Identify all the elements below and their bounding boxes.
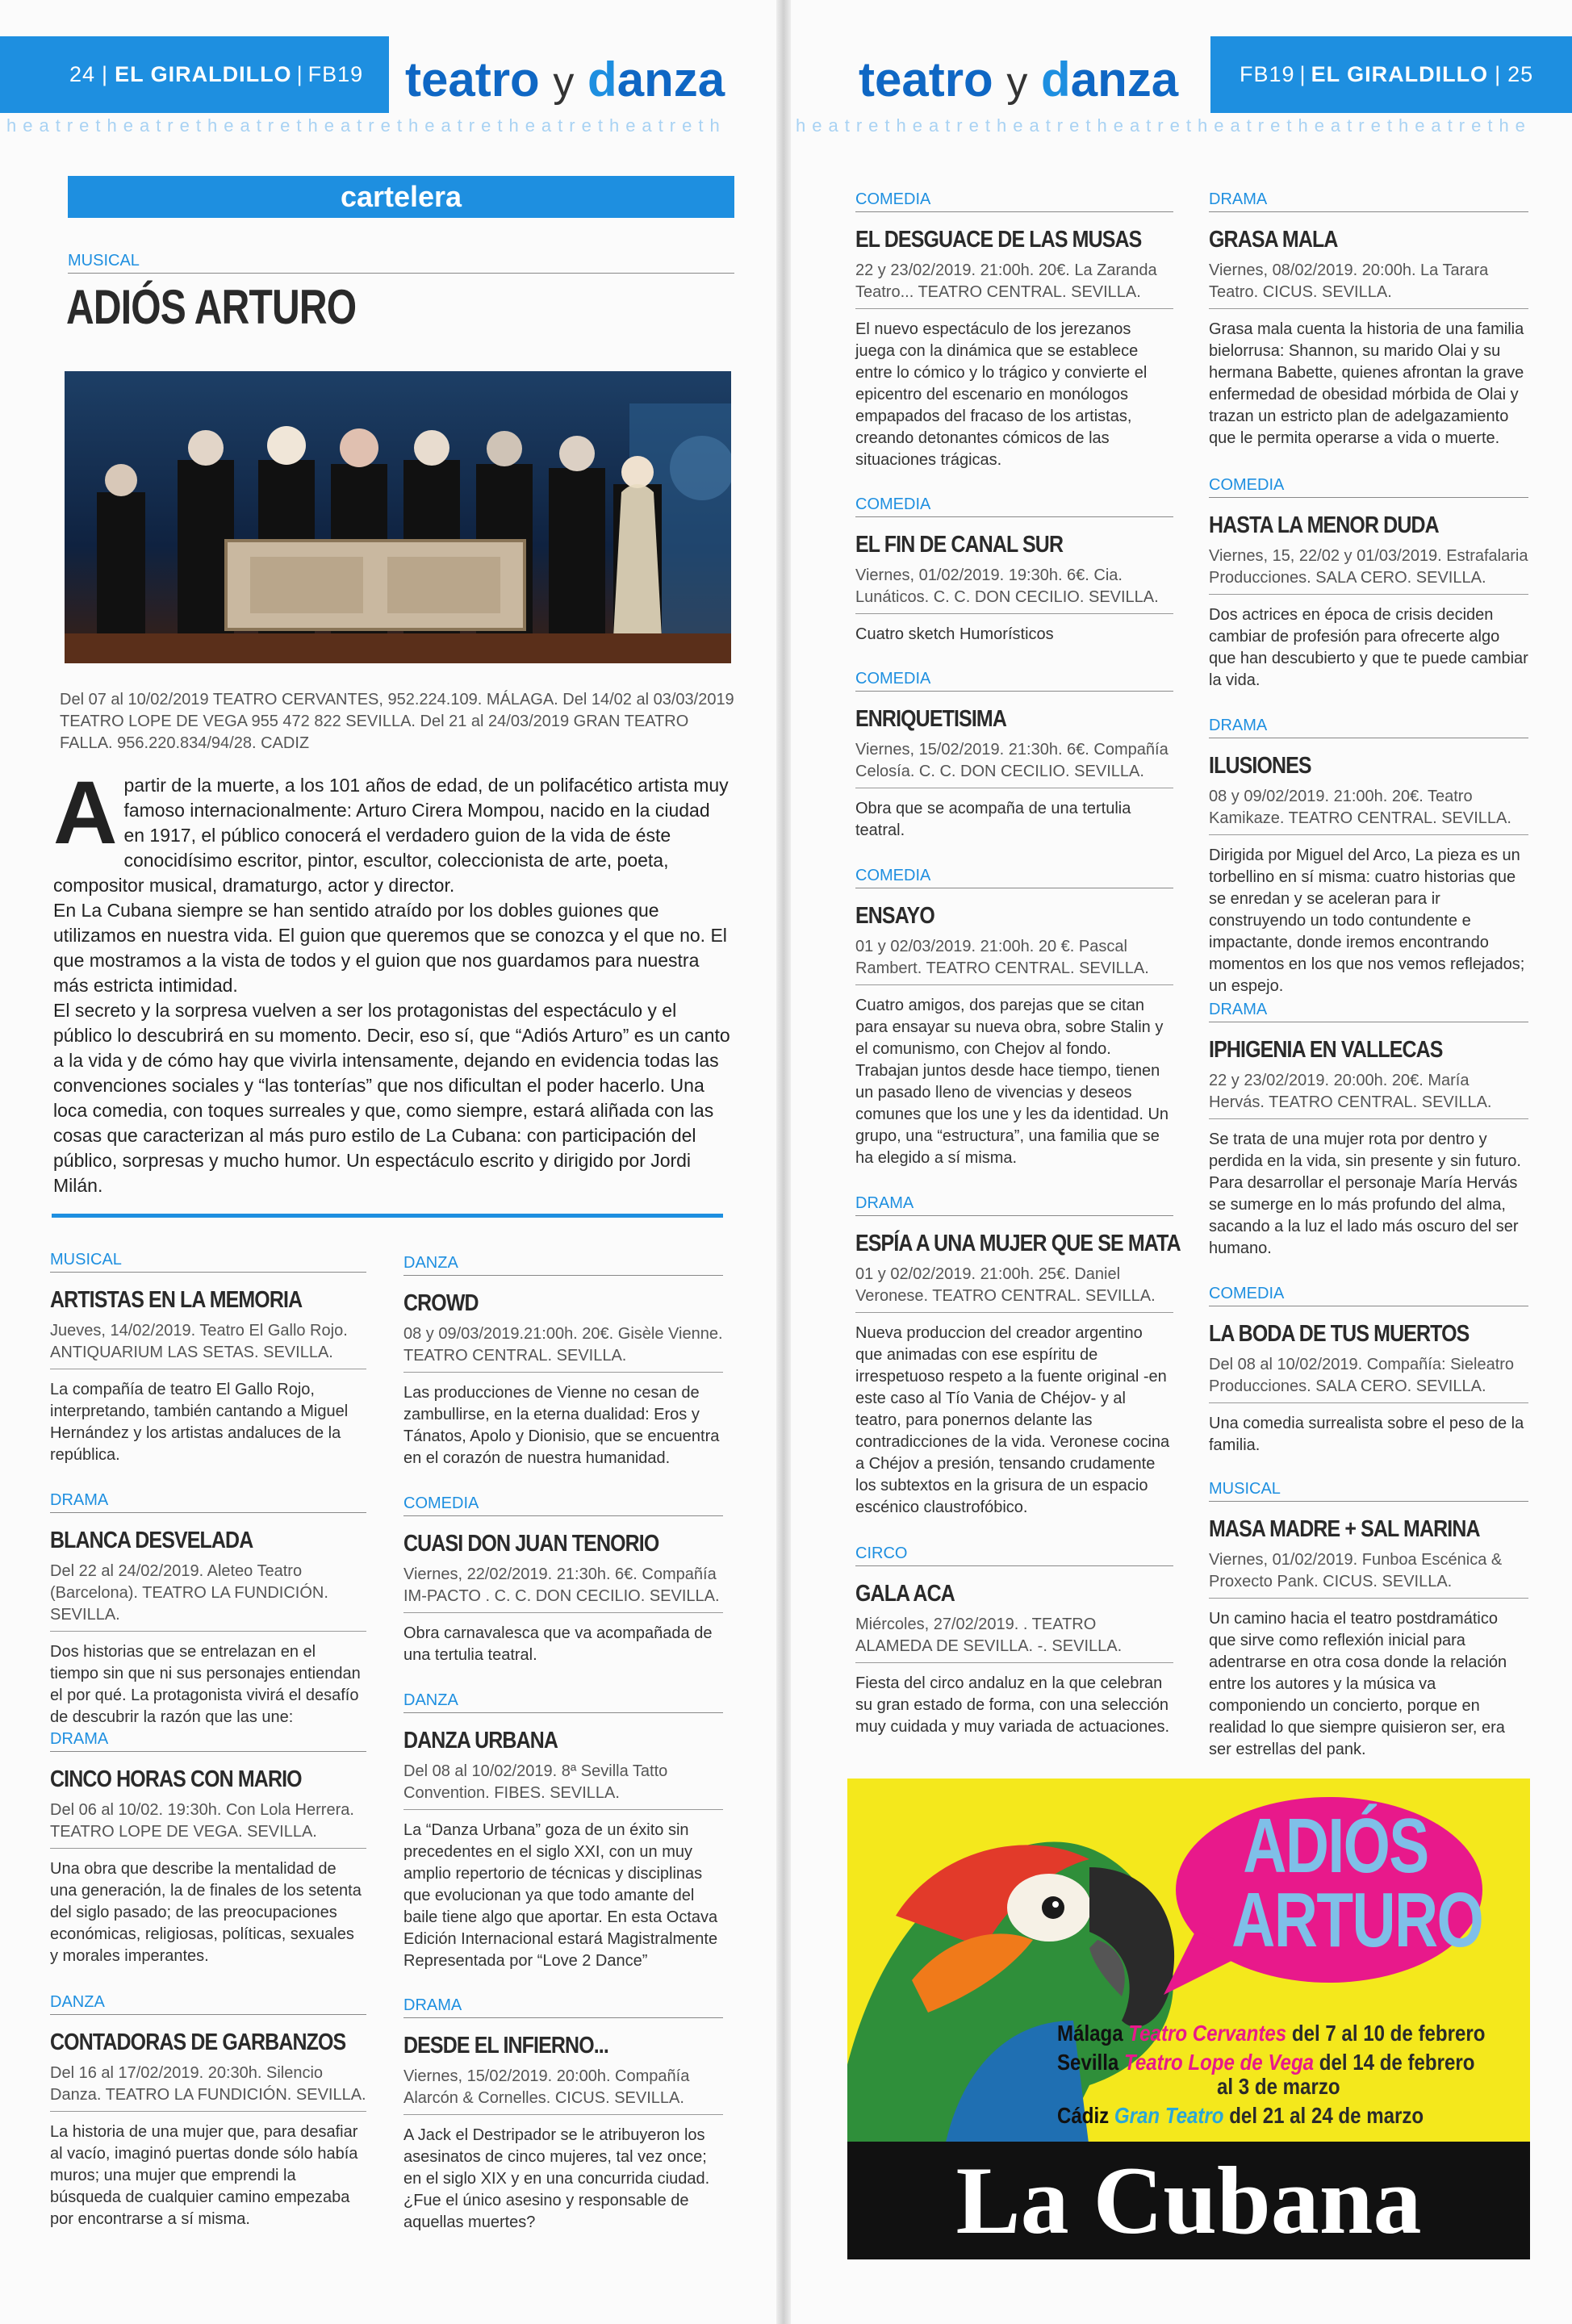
listing-title: GRASA MALA (1209, 227, 1338, 253)
listing-description: La “Danza Urbana” goza de un éxito sin precedentes en el siglo XXI, con un muy amplio repertorio de técnicas y disciplinas que evolucionan ya que todo amante del baile tiene algo que aportar. En esta Octava Edición Internacional estará Magistralmente Representada por “Love 2 Dance” (403, 1821, 718, 1970)
header-band-right: FB19 | EL GIRALDILLO | 25 (1210, 36, 1572, 113)
issue-right: FB19 (1240, 62, 1295, 86)
section-title-right: teatro y danza (859, 52, 1179, 107)
listing-title: EL FIN DE CANAL SUR (855, 532, 1064, 558)
listing-meta: Del 08 al 10/02/2019. 8ª Sevilla Tatto Convention. FIBES. SEVILLA. (403, 1761, 723, 1810)
listing-meta: Del 08 al 10/02/2019. Compañía: Sieleatro Producciones. SALA CERO. SEVILLA. (1209, 1354, 1528, 1403)
listing-title: ENSAYO (855, 903, 934, 929)
listing-description: Obra que se acompaña de una tertulia teatral. (855, 800, 1131, 839)
listing-item (855, 495, 1173, 646)
listing-item (1209, 476, 1528, 692)
listing-title: ENRIQUETISIMA (855, 706, 1006, 732)
listing-title: HASTA LA MENOR DUDA (1209, 512, 1439, 538)
ad-brand: La Cubana (847, 2142, 1530, 2259)
listing-item (855, 190, 1173, 471)
listing-category: COMEDIA (855, 190, 1173, 212)
page-gutter (776, 0, 791, 2324)
listing-description: Dos historias que se entrelazan en el tiempo sin que ni sus personajes entiendan el por qué. La protagonista vivirá el desafío de descubrir la razón que las une: (50, 1643, 361, 1726)
left-page (0, 0, 776, 2324)
listing-description: Dirigida por Miguel del Arco, La pieza es un torbellino en sí misma: cuatro historias que se enredan y se aceleran para ir construyendo un todo contundente e impactante, donde iremos encontrando momentos en los que nos vemos reflejados; un espejo. (1209, 846, 1525, 995)
listing-category: DRAMA (50, 1730, 366, 1752)
ad-line-sevilla-end: al 3 de marzo (1217, 2074, 1340, 2099)
listing-title: ILUSIONES (1209, 753, 1311, 779)
listing-meta: 08 y 09/02/2019. 21:00h. 20€. Teatro Kamikaze. TEATRO CENTRAL. SEVILLA. (1209, 786, 1528, 835)
listing-title: CINCO HORAS CON MARIO (50, 1766, 302, 1792)
listing-title: BLANCA DESVELADA (50, 1528, 253, 1553)
listing-title: GALA ACA (855, 1581, 955, 1607)
featured-paragraph-1: partir de la muerte, a los 101 años de edad, de un polifacético artista muy famoso internacionalmente: Arturo Cirera Mompou, nacido en la ciudad en 1917, el público conocerá el verdadero guion de la vida de éste conocidísimo escritor, pintor, escultor, coleccionista de arte, poeta, compositor musical, dramaturgo, actor y director. (53, 775, 729, 896)
listing-item (855, 670, 1173, 842)
ad-line-malaga: Málaga Teatro Cervantes del 7 al 10 de febrero (1057, 2021, 1486, 2046)
listing-meta: Viernes, 15, 22/02 y 01/03/2019. Estrafalaria Producciones. SALA CERO. SEVILLA. (1209, 545, 1528, 595)
listing-item (1209, 1001, 1528, 1260)
listing-meta: Viernes, 01/02/2019. 19:30h. 6€. Cia. Lunáticos. C. C. DON CECILIO. SEVILLA. (855, 565, 1173, 614)
listing-title: LA BODA DE TUS MUERTOS (1209, 1321, 1470, 1347)
featured-paragraph-3: El secreto y la sorpresa vuelven a ser los protagonistas del espectáculo y el público lo descubrirá en su momento. Decir, eso sí, que “Adiós Arturo” es un canto a la vida y de cómo hay que vivirla intensamente, dejando en evidencia todas las convenciones sociales y “las tonterías” que nos dificultan el poder hacerlo. Una loca comedia, con toques surreales y que, como siempre, estará aliñada con las cosas que caracterizan al más puro estilo de La Cubana: con participación del público, sorpresas y mucho humor. Un espectáculo escrito y dirigido por Jordi Milán. (53, 1000, 730, 1196)
listing-title: MASA MADRE + SAL MARINA (1209, 1516, 1480, 1542)
la-cubana-advertisement[interactable] (847, 1779, 1530, 2259)
theatre-strip-right: heatretheatretheatretheatretheatretheatretheatrethe (796, 115, 1532, 136)
listing-description: A Jack el Destripador se le atribuyeron los asesinatos de cinco mujeres, tal vez once; en el siglo XIX y en una concurrida ciudad. ¿Fue el único asesino y responsable de aquellas muertes? (403, 2126, 710, 2231)
listing-title: CUASI DON JUAN TENORIO (403, 1531, 659, 1557)
listing-category: DRAMA (1209, 717, 1528, 738)
listing-item (50, 1491, 366, 1728)
listing-item (1209, 1480, 1528, 1761)
ad-line-sevilla: Sevilla Teatro Lope de Vega del 14 de febrero (1057, 2050, 1475, 2075)
listing-item (50, 1251, 366, 1466)
listing-category: COMEDIA (855, 670, 1173, 692)
listing-meta: Del 06 al 10/02. 19:30h. Con Lola Herrera. TEATRO LOPE DE VEGA. SEVILLA. (50, 1799, 366, 1849)
listing-item (1209, 717, 1528, 997)
listing-description: La compañía de teatro El Gallo Rojo, interpretando, también cantando a Miguel Hernández y los artistas andaluces de la república. (50, 1381, 349, 1464)
listing-title: ARTISTAS EN LA MEMORIA (50, 1287, 303, 1313)
listing-description: Una comedia surrealista sobre el peso de la familia. (1209, 1415, 1524, 1454)
listing-category: DANZA (50, 1993, 366, 2015)
listing-title: DANZA URBANA (403, 1728, 558, 1753)
listing-category: COMEDIA (855, 867, 1173, 888)
listing-description: Un camino hacia el teatro postdramático que sirve como reflexión inicial para adentrarse en otra cosa donde la relación entre los autores y la música va componiendo un concierto, porque en realidad lo que siempre quisieron ser, era ser estrellas del pank. (1209, 1610, 1507, 1758)
listing-meta: 22 y 23/02/2019. 21:00h. 20€. La Zaranda Teatro... TEATRO CENTRAL. SEVILLA. (855, 260, 1173, 309)
listing-category: COMEDIA (1209, 1285, 1528, 1306)
ad-title: ADIÓS ARTURO (1231, 1803, 1483, 1963)
featured-stage-photo (65, 371, 731, 663)
listing-meta: Viernes, 01/02/2019. Funboa Escénica & Proxecto Pank. CICUS. SEVILLA. (1209, 1549, 1528, 1599)
right-page (791, 0, 1572, 2324)
issue-left: FB19 (307, 62, 364, 86)
listing-item (1209, 1285, 1528, 1457)
listing-meta: Jueves, 14/02/2019. Teatro El Gallo Rojo. ANTIQUARIUM LAS SETAS. SEVILLA. (50, 1320, 366, 1369)
section-title-left: teatro y danza (405, 52, 725, 107)
listing-item (403, 1996, 723, 2234)
listing-meta: Viernes, 15/02/2019. 21:30h. 6€. Compañía Celosía. C. C. DON CECILIO. SEVILLA. (855, 739, 1173, 788)
listing-category: COMEDIA (855, 495, 1173, 517)
listing-item (403, 1494, 723, 1666)
listing-item (50, 1993, 366, 2230)
listing-description: Fiesta del circo andaluz en la que celebran su gran estado de forma, con una selección muy cuidada y muy variada de actuaciones. (855, 1674, 1170, 1736)
listing-item (855, 1544, 1173, 1738)
header-band-left: 24 | EL GIRALDILLO | FB19 (0, 36, 389, 113)
listing-item (1209, 190, 1528, 449)
listing-meta: Viernes, 08/02/2019. 20:00h. La Tarara Teatro. CICUS. SEVILLA. (1209, 260, 1528, 309)
listing-category: DRAMA (50, 1491, 366, 1513)
featured-venue-info: Del 07 al 10/02/2019 TEATRO CERVANTES, 952.224.109. MÁLAGA. Del 14/02 al 03/03/2019 TEATRO LOPE DE VEGA 955 472 822 SEVILLA. Del 21 al 24/03/2019 GRAN TEATRO FALLA. 956.220.834/94/28. CADIZ (60, 691, 734, 752)
listing-category: MUSICAL (50, 1251, 366, 1273)
listing-category: COMEDIA (1209, 476, 1528, 498)
listing-item (855, 1194, 1181, 1519)
ad-line-cadiz: Cádiz Gran Teatro del 21 al 24 de marzo (1057, 2103, 1424, 2128)
featured-category: MUSICAL (68, 252, 734, 274)
brand-left: EL GIRALDILLO (115, 62, 292, 86)
listing-meta: Del 22 al 24/02/2019. Aleteo Teatro (Barcelona). TEATRO LA FUNDICIÓN. SEVILLA. (50, 1561, 366, 1632)
listing-description: La historia de una mujer que, para desafiar al vacío, imaginó puertas donde sólo había muros; una mujer que emprendi la búsqueda de cualquier camino empezaba por encontrarse a sí misma. (50, 2123, 358, 2228)
listing-item (403, 1254, 723, 1469)
listing-category: CIRCO (855, 1544, 1173, 1566)
listing-meta: 08 y 09/03/2019.21:00h. 20€. Gisèle Vienne. TEATRO CENTRAL. SEVILLA. (403, 1323, 723, 1373)
listing-meta: 01 y 02/02/2019. 21:00h. 25€. Daniel Veronese. TEATRO CENTRAL. SEVILLA. (855, 1264, 1173, 1313)
listing-category: DRAMA (1209, 190, 1528, 212)
listing-title: IPHIGENIA EN VALLECAS (1209, 1037, 1443, 1063)
listing-description: Grasa mala cuenta la historia de una familia bielorrusa: Shannon, su marido Olai y su hermana Babette, quienes afrontan la grave enfermedad de obesidad mórbida de Olai y trazan un estricto plan de adelgazamiento que le permita operarse a vida o muerte. (1209, 320, 1524, 447)
listing-category: DRAMA (855, 1194, 1173, 1216)
listing-description: Cuatro sketch Humorísticos (855, 625, 1054, 643)
listing-title: CROWD (403, 1290, 479, 1316)
listing-meta: Viernes, 15/02/2019. 20:00h. Compañía Alarcón & Cornelles. CICUS. SEVILLA. (403, 2066, 723, 2115)
listing-description: El nuevo espectáculo de los jerezanos juega con la dinámica que se establece entre lo cómico y lo trágico y convierte el epicentro del escenario en monólogos empapados del fracaso de los artistas, creando detonantes cómicos de las situaciones trágicas. (855, 320, 1148, 469)
listing-meta: 22 y 23/02/2019. 20:00h. 20€. María Hervás. TEATRO CENTRAL. SEVILLA. (1209, 1070, 1528, 1119)
dropcap: A (53, 763, 118, 863)
listing-description: Las producciones de Vienne no cesan de zambullirse, en la eterna dualidad: Eros y Tánatos, Apolo y Dionisio, que se encuentra en el corazón de nuestra humanidad. (403, 1384, 720, 1467)
listing-title: DESDE EL INFIERNO... (403, 2033, 608, 2059)
listing-category: MUSICAL (1209, 1480, 1528, 1502)
listing-item (403, 1691, 723, 1972)
listing-title: ESPÍA A UNA MUJER QUE SE MATA (855, 1231, 1181, 1256)
stage-photo-illustration (65, 371, 731, 663)
listing-meta: 01 y 02/03/2019. 21:00h. 20 €. Pascal Rambert. TEATRO CENTRAL. SEVILLA. (855, 936, 1173, 985)
listing-category: DRAMA (403, 1996, 723, 2018)
listing-meta: Viernes, 22/02/2019. 21:30h. 6€. Compañía IM-PACTO . C. C. DON CECILIO. SEVILLA. (403, 1564, 723, 1613)
listing-item (855, 867, 1173, 1169)
listing-title: EL DESGUACE DE LAS MUSAS (855, 227, 1142, 253)
page-number-left: 24 (69, 62, 96, 86)
listing-meta: Miércoles, 27/02/2019. . TEATRO ALAMEDA DE SEVILLA. -. SEVILLA. (855, 1614, 1173, 1663)
featured-paragraph-2: En La Cubana siempre se han sentido atraído por los dobles guiones que utilizamos en nuestra vida. El guion que queremos que se conozca y el que no. El que mostramos a la vista de todos y el guion que nos guardamos para nuestra más estricta intimidad. (53, 900, 727, 996)
listing-item (50, 1730, 366, 1967)
theatre-strip-left: heatretheatretheatretheatretheatretheatretheatreth (6, 115, 726, 136)
listing-description: Se trata de una mujer rota por dentro y perdida en la vida, sin presente y sin futuro. Para desarrollar el personaje María Hervás se sumerge en lo más profundo del alma, sacando a la luz el lado más oscuro del ser humano. (1209, 1131, 1521, 1257)
listing-title: CONTADORAS DE GARBANZOS (50, 2029, 346, 2055)
listing-description: Una obra que describe la mentalidad de una generación, la de finales de los setenta del siglo pasado; de las preocupaciones económicas, religiosas, políticas, sexuales y morales imperantes. (50, 1860, 362, 1965)
listing-category: DRAMA (1209, 1001, 1528, 1022)
page-number-right: 25 (1507, 62, 1534, 86)
listing-description: Cuatro amigos, dos parejas que se citan para ensayar su nueva obra, sobre Stalin y el comunismo, con Chejov al fondo. Trabajan juntos desde hace tiempo, tienen un pasado lleno de vivencias y deseos comunes que los une y les da identidad. Un grupo, una “estructura”, una familia que se ha elegido a sí misma. (855, 997, 1169, 1167)
listing-category: DANZA (403, 1254, 723, 1276)
featured-body (53, 763, 731, 1198)
listing-description: Obra carnavalesca que va acompañada de una tertulia teatral. (403, 1624, 713, 1664)
listing-description: Nueva produccion del creador argentino que animadas con ese espíritu de irrespetuoso respeto a la fuente original -en este caso al Tío Vania de Chéjov- y al teatro, para ponernos delante las contradicciones de la vida. Veronese cocina a Chéjov a presión, tensando crudamente los subtextos en la grisura de un espacio escénico claustrofóbico. (855, 1324, 1170, 1516)
listing-category: COMEDIA (403, 1494, 723, 1516)
brand-right: EL GIRALDILLO (1311, 62, 1489, 86)
listing-description: Dos actrices en época de crisis deciden cambiar de profesión para ofrecerte algo que han descubierto y que te puede cambiar la vida. (1209, 606, 1528, 689)
cartelera-banner: cartelera (68, 176, 734, 218)
featured-title: ADIÓS ARTURO (66, 280, 357, 334)
featured-divider (52, 1214, 723, 1218)
listing-meta: Del 16 al 17/02/2019. 20:30h. Silencio Danza. TEATRO LA FUNDICIÓN. SEVILLA. (50, 2063, 366, 2112)
listing-category: DANZA (403, 1691, 723, 1713)
